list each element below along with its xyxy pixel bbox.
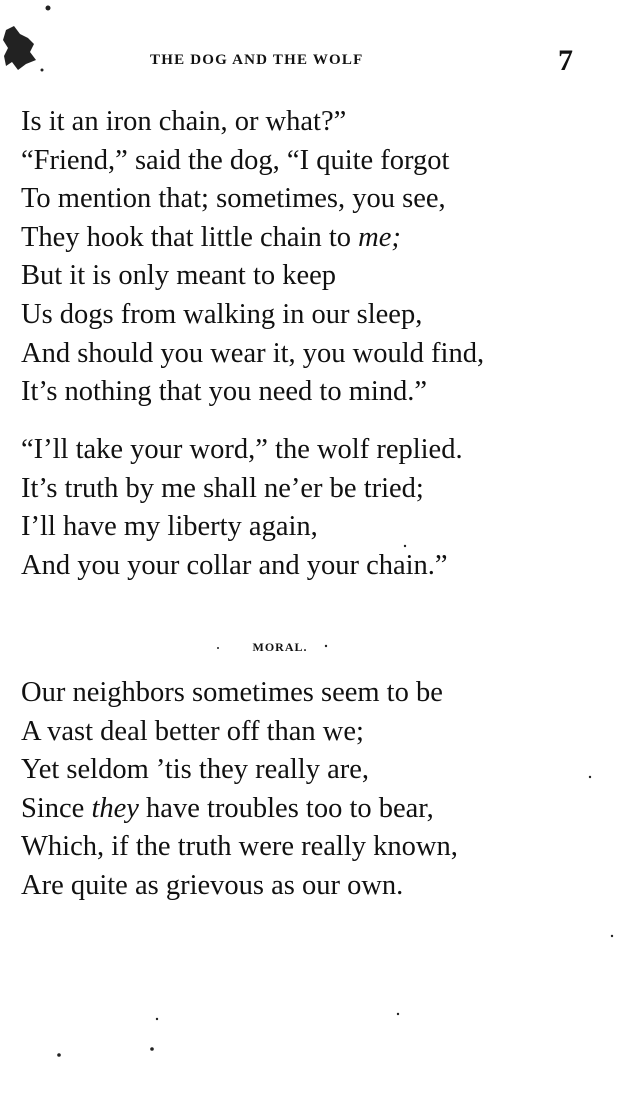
- verse-line: [21, 790, 458, 829]
- verse-line: Yet seldom ’tis they really are,: [21, 754, 370, 786]
- ink-speck: [150, 1047, 154, 1051]
- verse-line: And you your collar and your chain.”: [21, 549, 448, 581]
- moral-heading: MORAL.: [252, 640, 308, 654]
- verse-line: “I’ll take your word,” the wolf replied.: [21, 434, 463, 465]
- ink-speck: [46, 6, 51, 11]
- page-header: [0, 44, 640, 84]
- verse-line: [21, 219, 484, 258]
- italic-word: they: [91, 792, 139, 824]
- verse-line: It’s nothing that you need to mind.”: [21, 376, 428, 408]
- italic-word: me;: [358, 221, 401, 253]
- verse-line: It’s truth by me shall ne’er be tried;: [21, 472, 424, 504]
- stanza-2: [21, 431, 463, 585]
- ink-speck: [611, 935, 613, 937]
- verse-line: Our neighbors sometimes seem to be: [21, 677, 443, 708]
- stanza-1: [21, 103, 484, 412]
- verse-line: And should you wear it, you would find,: [21, 337, 485, 369]
- ink-speck: [589, 776, 591, 778]
- moral-stanza: [21, 674, 458, 906]
- ink-speck: [397, 1013, 399, 1015]
- verse-line: Is it an iron chain, or what?”: [21, 106, 347, 137]
- page-number: 7: [558, 44, 573, 77]
- running-title: THE DOG AND THE WOLF: [150, 52, 364, 68]
- verse-line: I’ll have my liberty again,: [21, 511, 318, 543]
- verse-text: have troubles too to bear,: [138, 792, 434, 824]
- verse-line: “Friend,” said the dog, “I quite forgot: [21, 144, 450, 176]
- ink-speck: [156, 1018, 158, 1020]
- verse-line: Are quite as grievous as our own.: [21, 869, 404, 901]
- verse-text: Since: [21, 792, 92, 824]
- verse-line: Us dogs from walking in our sleep,: [21, 298, 423, 330]
- verse-line: A vast deal better off than we;: [21, 715, 364, 747]
- verse-line: Which, if the truth were really known,: [21, 831, 458, 863]
- verse-text: They hook that little chain to: [21, 221, 359, 253]
- verse-line: To mention that; sometimes, you see,: [21, 183, 446, 215]
- verse-line: But it is only meant to keep: [21, 260, 337, 292]
- ink-speck: [57, 1053, 61, 1057]
